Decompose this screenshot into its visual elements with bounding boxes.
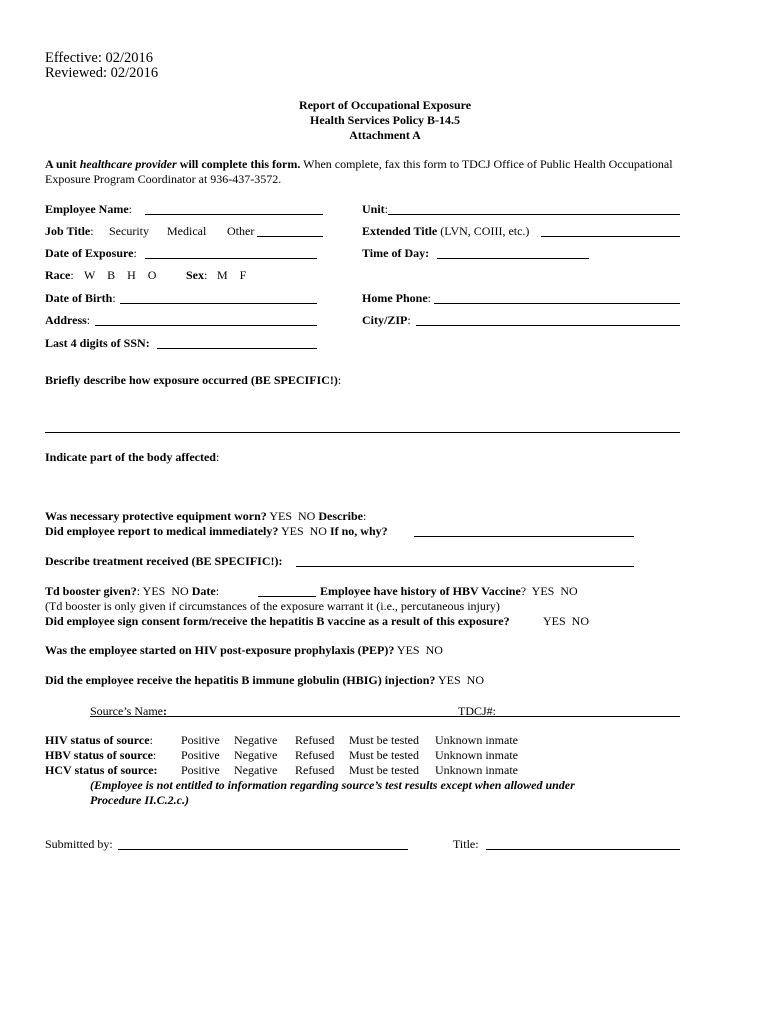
job-option-other[interactable]: Other	[227, 224, 255, 238]
extended-title-label: Extended Title (LVN, COIII, etc.)	[362, 224, 530, 238]
race-label: Race:	[45, 268, 74, 282]
hbv-opt-unknown-inmate[interactable]: Unknown inmate	[435, 748, 518, 762]
hiv-status-row: HIV status of source:	[45, 733, 153, 747]
unit-field[interactable]	[388, 214, 680, 215]
intro-line-1	[45, 157, 673, 172]
attachment-label: Attachment A	[349, 128, 421, 142]
city-zip-field[interactable]	[416, 325, 680, 326]
treatment-label: Describe treatment received (BE SPECIFIC!):	[45, 554, 283, 568]
home-phone-label: Home Phone:	[362, 291, 432, 305]
body-part-label: Indicate part of the body affected:	[45, 450, 220, 464]
consent-options[interactable]: YES NO	[543, 614, 590, 628]
job-title-row: Job Title:	[45, 224, 94, 238]
hiv-opt-positive[interactable]: Positive	[181, 733, 220, 747]
report-medical-question: Did employee report to medical immediately? YES NO If no, why?	[45, 524, 388, 538]
job-title-label: Job Title	[45, 224, 91, 238]
dob-field[interactable]	[120, 303, 317, 304]
describe-exposure-label: Briefly describe how exposure occurred (BE SPECIFIC!):	[45, 373, 342, 387]
source-name-field[interactable]	[90, 716, 680, 717]
source-note-line-1: (Employee is not entitled to information regarding source’s test results except when allowed under	[90, 778, 575, 792]
employee-name-field[interactable]	[145, 214, 323, 215]
pep-options[interactable]: YES NO	[394, 643, 443, 657]
hbig-options[interactable]: YES NO	[435, 673, 484, 687]
source-note-line-2: Procedure II.C.2.c.)	[90, 793, 189, 807]
hcv-opt-positive[interactable]: Positive	[181, 763, 220, 777]
hbv-opt-refused[interactable]: Refused	[295, 748, 335, 762]
consent-question: Did employee sign consent form/receive the hepatitis B vaccine as a result of this exposure?	[45, 614, 510, 628]
job-option-security[interactable]: Security	[109, 224, 149, 238]
pep-question: Was the employee started on HIV post-exposure prophylaxis (PEP)? YES NO	[45, 643, 443, 657]
date-exposure-field[interactable]	[145, 258, 317, 259]
unit-label: Unit:	[362, 202, 389, 216]
submitted-by-field[interactable]	[118, 849, 408, 850]
sex-label: Sex:	[186, 268, 208, 282]
city-zip-label: City/ZIP:	[362, 313, 411, 327]
hcv-opt-refused[interactable]: Refused	[295, 763, 335, 777]
race-options[interactable]: W B H O	[84, 268, 157, 282]
hbv-opt-must-be-tested[interactable]: Must be tested	[349, 748, 419, 762]
hbv-opt-negative[interactable]: Negative	[234, 748, 278, 762]
footer-title-label: Title:	[453, 837, 479, 851]
hbv-history-options[interactable]: ? YES NO	[520, 584, 578, 598]
hbv-history-row: Employee have history of HBV Vaccine? YES NO	[320, 584, 578, 598]
describe-exposure-field[interactable]	[45, 432, 680, 433]
address-field[interactable]	[95, 325, 317, 326]
submitted-by-label: Submitted by:	[45, 837, 113, 851]
form-title: Report of Occupational Exposure	[298, 98, 472, 112]
intro-line-2: Exposure Program Coordinator at 936-437-3572.	[45, 172, 282, 186]
hiv-opt-must-be-tested[interactable]: Must be tested	[349, 733, 419, 747]
effective-date: Effective: 02/2016	[45, 50, 154, 66]
hcv-opt-negative[interactable]: Negative	[234, 763, 278, 777]
hiv-opt-unknown-inmate[interactable]: Unknown inmate	[435, 733, 518, 747]
job-other-field[interactable]	[257, 236, 323, 237]
hbv-status-row: HBV status of source:	[45, 748, 157, 762]
report-medical-options[interactable]: YES NO	[278, 524, 330, 538]
ppe-question: Was necessary protective equipment worn? YES NO Describe:	[45, 509, 367, 523]
td-note: (Td booster is only given if circumstances of the exposure warrant it (i.e., percutaneous injury)	[45, 599, 500, 613]
report-why-field[interactable]	[414, 536, 634, 537]
source-name-label: Source’s Name:	[90, 704, 167, 718]
reviewed-date: Reviewed: 02/2016	[45, 65, 159, 81]
hbig-question: Did the employee receive the hepatitis B immune globulin (HBIG) injection? YES NO	[45, 673, 484, 687]
time-of-day-field[interactable]	[437, 258, 589, 259]
sex-options[interactable]: M F	[217, 268, 247, 282]
ssn-field[interactable]	[157, 348, 317, 349]
employee-name-label: Employee Name:	[45, 202, 132, 216]
extended-title-field[interactable]	[541, 236, 680, 237]
tdcj-label: TDCJ#:	[458, 704, 497, 718]
hcv-opt-must-be-tested[interactable]: Must be tested	[349, 763, 419, 777]
hiv-opt-negative[interactable]: Negative	[234, 733, 278, 747]
ppe-options[interactable]: YES NO	[266, 509, 319, 523]
date-exposure-label: Date of Exposure:	[45, 246, 137, 260]
dob-label: Date of Birth:	[45, 291, 116, 305]
ssn-label: Last 4 digits of SSN:	[45, 336, 150, 350]
intro-bold-b: will complete this form.	[176, 157, 301, 171]
intro-bold-a: A unit	[45, 157, 80, 171]
td-options[interactable]: : YES NO	[136, 584, 192, 598]
home-phone-field[interactable]	[434, 303, 680, 304]
td-date-field[interactable]	[258, 596, 316, 597]
hcv-opt-unknown-inmate[interactable]: Unknown inmate	[435, 763, 518, 777]
job-option-medical[interactable]: Medical	[167, 224, 207, 238]
hiv-opt-refused[interactable]: Refused	[295, 733, 335, 747]
time-of-day-label: Time of Day:	[362, 246, 430, 260]
policy-number: Health Services Policy B-14.5	[310, 113, 460, 127]
footer-title-field[interactable]	[486, 849, 680, 850]
intro-rest: When complete, fax this form to TDCJ Office of Public Health Occupational	[300, 157, 673, 171]
td-booster-row: Td booster given?: YES NO Date:	[45, 584, 220, 598]
hbv-opt-positive[interactable]: Positive	[181, 748, 220, 762]
hcv-status-row: HCV status of source:	[45, 763, 158, 777]
treatment-field[interactable]	[296, 566, 634, 567]
address-label: Address:	[45, 313, 91, 327]
intro-bold-italic: healthcare provider	[79, 157, 177, 171]
